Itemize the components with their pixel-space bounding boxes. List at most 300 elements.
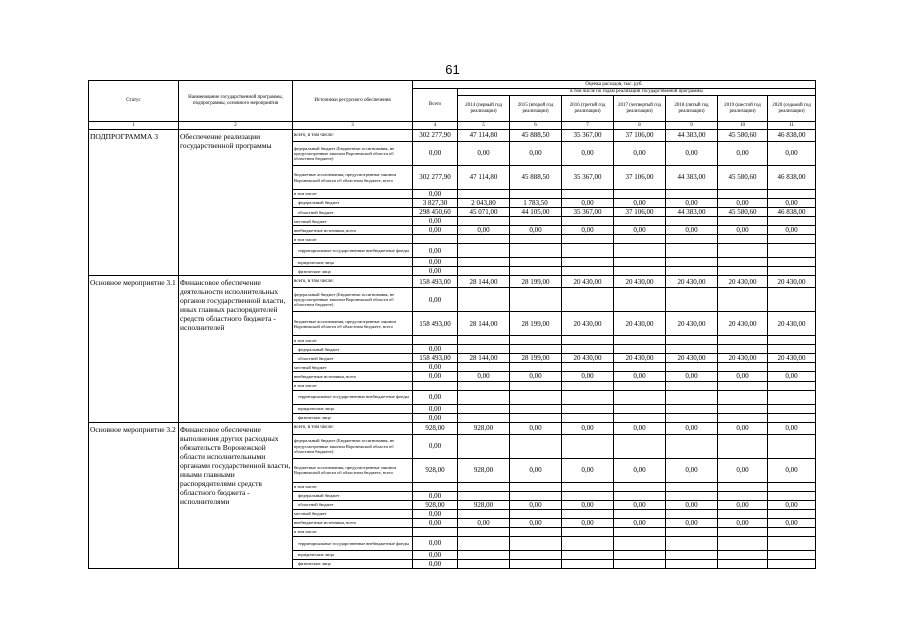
value-year: 37 106,00 (614, 130, 666, 142)
value-year (718, 267, 768, 276)
value-year: 0,00 (768, 422, 816, 434)
value-year: 0,00 (510, 422, 562, 434)
value-year (666, 482, 718, 491)
value-year (666, 244, 718, 258)
value-year (768, 404, 816, 413)
value-year (458, 267, 510, 276)
section-name: Обеспечение реализации государственной программы (179, 130, 293, 276)
column-number: 3 (293, 122, 413, 130)
value-year: 0,00 (666, 458, 718, 482)
value-year (562, 434, 614, 458)
funding-source: областной бюджет (293, 354, 413, 363)
value-year: 20 430,00 (666, 312, 718, 336)
value-year: 20 430,00 (562, 276, 614, 288)
value-year: 0,00 (458, 372, 510, 381)
value-year: 0,00 (562, 226, 614, 235)
funding-source: в том числе: (293, 527, 413, 536)
value-year: 37 106,00 (614, 166, 666, 190)
funding-source: внебюджетные источники, всего (293, 372, 413, 381)
value-total: 0,00 (413, 244, 458, 258)
table-row (89, 276, 816, 288)
value-year: 46 838,00 (768, 130, 816, 142)
value-year (768, 413, 816, 422)
value-year: 0,00 (666, 500, 718, 509)
funding-source: в том числе: (293, 381, 413, 390)
header-year-2016: 2016 (третий год реализации) (562, 96, 614, 122)
value-year (614, 559, 666, 568)
value-year (458, 190, 510, 199)
value-year (718, 527, 768, 536)
value-year: 0,00 (666, 142, 718, 166)
value-year: 0,00 (510, 518, 562, 527)
value-year: 0,00 (562, 458, 614, 482)
value-year: 0,00 (768, 500, 816, 509)
value-year (768, 434, 816, 458)
value-year (562, 550, 614, 559)
value-total: 0,00 (413, 217, 458, 226)
column-number: 1 (89, 122, 179, 130)
value-year (614, 288, 666, 312)
value-year (768, 217, 816, 226)
value-year (666, 550, 718, 559)
value-total: 0,00 (413, 413, 458, 422)
value-year (718, 482, 768, 491)
value-year (666, 288, 718, 312)
value-year: 0,00 (718, 500, 768, 509)
value-year: 0,00 (510, 372, 562, 381)
value-year (666, 258, 718, 267)
value-year: 0,00 (614, 422, 666, 434)
value-year (614, 390, 666, 404)
value-year: 35 367,00 (562, 130, 614, 142)
value-year: 0,00 (510, 500, 562, 509)
value-year: 45 888,50 (510, 130, 562, 142)
value-year (768, 345, 816, 354)
value-year (718, 345, 768, 354)
value-year (768, 267, 816, 276)
value-total: 928,00 (413, 458, 458, 482)
value-year (768, 550, 816, 559)
value-year: 928,00 (458, 422, 510, 434)
value-year (768, 390, 816, 404)
value-year: 44 383,00 (666, 208, 718, 217)
value-year (718, 381, 768, 390)
value-year (614, 258, 666, 267)
funding-source: физические лица (293, 413, 413, 422)
value-year: 0,00 (614, 142, 666, 166)
value-total (413, 482, 458, 491)
value-year (562, 190, 614, 199)
value-year: 35 367,00 (562, 208, 614, 217)
value-year (562, 491, 614, 500)
funding-source: в том числе: (293, 336, 413, 345)
value-total: 0,00 (413, 190, 458, 199)
value-year (768, 336, 816, 345)
funding-source: всего, в том числе: (293, 276, 413, 288)
funding-source: бюджетные ассигнования, предусмотренные законом Воронежской области об областном бюджете, всего (293, 166, 413, 190)
value-year: 47 114,80 (458, 166, 510, 190)
value-year (768, 527, 816, 536)
value-year (562, 509, 614, 518)
value-year (614, 404, 666, 413)
funding-source: бюджетные ассигнования, предусмотренные законом Воронежской области об областном бюджете, всего (293, 458, 413, 482)
value-year: 0,00 (666, 199, 718, 208)
value-year: 0,00 (562, 142, 614, 166)
value-year: 20 430,00 (768, 276, 816, 288)
value-year (510, 491, 562, 500)
value-year (614, 482, 666, 491)
funding-source: местный бюджет (293, 217, 413, 226)
value-year (458, 404, 510, 413)
value-year (614, 235, 666, 244)
value-year: 45 580,60 (718, 130, 768, 142)
header-estimate: Оценка расходов, тыс. руб. (413, 81, 816, 89)
column-number: 5 (458, 122, 510, 130)
section-status: Основное мероприятие 3.1 (89, 276, 179, 422)
value-total: 0,00 (413, 288, 458, 312)
value-year: 20 430,00 (562, 312, 614, 336)
value-year (718, 491, 768, 500)
value-year (458, 559, 510, 568)
value-year (510, 413, 562, 422)
funding-source: юридические лица (293, 258, 413, 267)
value-year (562, 559, 614, 568)
funding-source: всего, в том числе: (293, 422, 413, 434)
value-total: 298 450,60 (413, 208, 458, 217)
value-year (510, 482, 562, 491)
value-year (718, 244, 768, 258)
funding-source: бюджетные ассигнования, предусмотренные законом Воронежской области об областном бюджете, всего (293, 312, 413, 336)
value-total (413, 235, 458, 244)
value-year: 28 144,00 (458, 312, 510, 336)
value-year: 928,00 (458, 500, 510, 509)
value-total: 302 277,90 (413, 166, 458, 190)
value-year: 0,00 (718, 199, 768, 208)
value-year (768, 536, 816, 550)
value-total: 0,00 (413, 536, 458, 550)
value-year (666, 381, 718, 390)
column-number: 7 (562, 122, 614, 130)
value-year (718, 536, 768, 550)
value-year (614, 190, 666, 199)
value-year (718, 288, 768, 312)
value-year: 0,00 (562, 518, 614, 527)
value-year (666, 527, 718, 536)
value-year (562, 288, 614, 312)
value-year (718, 363, 768, 372)
value-year: 0,00 (510, 142, 562, 166)
value-year (458, 345, 510, 354)
funding-source: юридические лица (293, 404, 413, 413)
value-total: 158 493,00 (413, 312, 458, 336)
value-year (614, 345, 666, 354)
value-year (718, 434, 768, 458)
value-year: 0,00 (458, 518, 510, 527)
value-year: 20 430,00 (562, 354, 614, 363)
value-year: 0,00 (666, 372, 718, 381)
funding-source: местный бюджет (293, 509, 413, 518)
value-year (768, 491, 816, 500)
value-total (413, 381, 458, 390)
value-year (458, 527, 510, 536)
value-year (510, 363, 562, 372)
value-year (562, 217, 614, 226)
value-year (562, 527, 614, 536)
value-year (718, 509, 768, 518)
value-total: 158 493,00 (413, 276, 458, 288)
value-year (666, 190, 718, 199)
column-number: 2 (179, 122, 293, 130)
value-year (562, 413, 614, 422)
funding-source: территориальные государственные внебюджетные фонды (293, 244, 413, 258)
value-year (614, 536, 666, 550)
value-year (562, 336, 614, 345)
value-year (718, 235, 768, 244)
value-year (510, 258, 562, 267)
value-year (768, 258, 816, 267)
value-total: 0,00 (413, 550, 458, 559)
value-year (614, 434, 666, 458)
value-year: 0,00 (768, 458, 816, 482)
value-total: 0,00 (413, 258, 458, 267)
value-year (510, 345, 562, 354)
value-total: 0,00 (413, 518, 458, 527)
value-year: 20 430,00 (768, 354, 816, 363)
value-year: 28 144,00 (458, 276, 510, 288)
funding-source: федеральный бюджет (Бюджетные ассигнования, не предусмотренные законом Воронежской области об областном бюджете) (293, 288, 413, 312)
funding-source: местный бюджет (293, 363, 413, 372)
value-total: 928,00 (413, 422, 458, 434)
header-year-2017: 2017 (четвертый год реализации) (614, 96, 666, 122)
value-year: 0,00 (666, 518, 718, 527)
value-year (768, 244, 816, 258)
value-year (768, 509, 816, 518)
value-year (768, 235, 816, 244)
value-year: 0,00 (458, 226, 510, 235)
funding-source: в том числе: (293, 190, 413, 199)
value-year: 0,00 (562, 422, 614, 434)
value-year (458, 244, 510, 258)
value-year (458, 336, 510, 345)
value-year: 1 783,50 (510, 199, 562, 208)
value-year (562, 345, 614, 354)
value-year: 35 367,00 (562, 166, 614, 190)
value-year: 45 580,60 (718, 166, 768, 190)
table-row (89, 130, 816, 142)
value-year: 20 430,00 (666, 276, 718, 288)
value-total: 0,00 (413, 559, 458, 568)
value-year: 2 043,80 (458, 199, 510, 208)
value-year (614, 550, 666, 559)
funding-source: в том числе: (293, 482, 413, 491)
value-year: 46 838,00 (768, 208, 816, 217)
value-year: 45 071,00 (458, 208, 510, 217)
header-year-2019: 2019 (шестой год реализации) (718, 96, 768, 122)
value-year: 0,00 (666, 226, 718, 235)
value-year (666, 235, 718, 244)
value-year: 20 430,00 (666, 354, 718, 363)
column-number: 6 (510, 122, 562, 130)
value-year (510, 235, 562, 244)
value-year: 20 430,00 (614, 354, 666, 363)
value-year: 20 430,00 (718, 354, 768, 363)
value-year (768, 363, 816, 372)
value-year (510, 190, 562, 199)
column-number: 8 (614, 122, 666, 130)
value-year (458, 482, 510, 491)
value-year (562, 363, 614, 372)
value-year (666, 217, 718, 226)
value-year (510, 267, 562, 276)
value-year (458, 288, 510, 312)
section-status: Основное мероприятие 3.2 (89, 422, 179, 568)
value-year (614, 217, 666, 226)
value-year: 0,00 (562, 199, 614, 208)
value-year (666, 559, 718, 568)
funding-source: всего, в том числе: (293, 130, 413, 142)
value-year (666, 509, 718, 518)
value-year: 37 106,00 (614, 208, 666, 217)
value-year: 0,00 (768, 142, 816, 166)
value-year (562, 381, 614, 390)
header-year-2018: 2018 (пятый год реализации) (666, 96, 718, 122)
header-source: Источники ресурсного обеспечения (293, 81, 413, 122)
value-year (510, 527, 562, 536)
value-year (458, 235, 510, 244)
funding-source: областной бюджет (293, 500, 413, 509)
value-year (718, 390, 768, 404)
value-year (614, 413, 666, 422)
value-year (510, 536, 562, 550)
value-total: 0,00 (413, 404, 458, 413)
resource-table (88, 80, 816, 569)
value-year: 0,00 (718, 518, 768, 527)
value-year: 0,00 (718, 422, 768, 434)
funding-source: физические лица (293, 559, 413, 568)
value-total: 3 827,30 (413, 199, 458, 208)
value-year (562, 482, 614, 491)
value-year (614, 491, 666, 500)
value-year (614, 381, 666, 390)
value-total: 0,00 (413, 390, 458, 404)
value-year (666, 336, 718, 345)
value-year: 28 144,00 (458, 354, 510, 363)
value-total: 0,00 (413, 267, 458, 276)
value-year: 0,00 (510, 226, 562, 235)
value-year (510, 550, 562, 559)
value-year: 20 430,00 (614, 312, 666, 336)
value-year (562, 267, 614, 276)
value-total: 0,00 (413, 363, 458, 372)
value-year (458, 390, 510, 404)
funding-source: территориальные государственные внебюджетные фонды (293, 390, 413, 404)
value-total: 158 493,00 (413, 354, 458, 363)
value-total: 0,00 (413, 226, 458, 235)
value-total: 0,00 (413, 434, 458, 458)
value-year (666, 267, 718, 276)
value-year (458, 434, 510, 458)
value-year (666, 390, 718, 404)
value-year: 0,00 (458, 142, 510, 166)
value-total: 0,00 (413, 345, 458, 354)
value-year: 20 430,00 (614, 276, 666, 288)
value-year: 44 105,00 (510, 208, 562, 217)
funding-source: физические лица (293, 267, 413, 276)
value-year (666, 363, 718, 372)
column-number: 4 (413, 122, 458, 130)
value-year: 0,00 (768, 199, 816, 208)
value-year (614, 509, 666, 518)
value-year: 0,00 (614, 458, 666, 482)
value-year (458, 550, 510, 559)
section-name: Финансовое обеспечение выполнения других расходных обязательств Воронежской области исполнительными органами государственной власти, иными главными распорядителями средств областного бюджета - исполнителями (179, 422, 293, 568)
value-year (666, 491, 718, 500)
funding-source: федеральный бюджет (293, 491, 413, 500)
value-total: 0,00 (413, 372, 458, 381)
value-year: 0,00 (768, 226, 816, 235)
value-year: 28 199,00 (510, 354, 562, 363)
value-year: 0,00 (510, 458, 562, 482)
funding-source: федеральный бюджет (Бюджетные ассигнования, не предусмотренные законом Воронежской области об областном бюджете) (293, 434, 413, 458)
value-year (510, 404, 562, 413)
value-year: 0,00 (768, 518, 816, 527)
value-year: 20 430,00 (768, 312, 816, 336)
column-number-row (89, 122, 816, 130)
value-year (718, 258, 768, 267)
value-year: 47 114,80 (458, 130, 510, 142)
value-year (510, 509, 562, 518)
value-year (666, 536, 718, 550)
section-status: ПОДПРОГРАММА 3 (89, 130, 179, 276)
funding-source: федеральный бюджет (Бюджетные ассигнования, не предусмотренные законом Воронежской области об областном бюджете) (293, 142, 413, 166)
header-by-years: в том числе по годам реализации государственной программы (458, 89, 816, 96)
value-year (718, 404, 768, 413)
header-name: Наименование государственной программы, подпрограммы, основного мероприятия (179, 81, 293, 122)
value-year (458, 381, 510, 390)
column-number: 10 (718, 122, 768, 130)
value-total (413, 527, 458, 536)
value-year: 0,00 (718, 372, 768, 381)
column-number: 9 (666, 122, 718, 130)
value-total: 928,00 (413, 500, 458, 509)
value-year (718, 336, 768, 345)
value-year (458, 363, 510, 372)
value-year (614, 527, 666, 536)
value-year (562, 258, 614, 267)
value-year (562, 244, 614, 258)
table-body (89, 130, 816, 569)
value-year (510, 390, 562, 404)
value-year (718, 559, 768, 568)
value-year (614, 363, 666, 372)
funding-source: областной бюджет (293, 208, 413, 217)
value-year (666, 404, 718, 413)
value-year (718, 217, 768, 226)
value-year: 0,00 (614, 372, 666, 381)
value-year (510, 336, 562, 345)
value-year (768, 559, 816, 568)
value-year (768, 288, 816, 312)
value-year (718, 550, 768, 559)
header-year-2020: 2020 (седьмой год реализации) (768, 96, 816, 122)
value-year (458, 258, 510, 267)
value-total (413, 336, 458, 345)
value-year (458, 491, 510, 500)
funding-source: федеральный бюджет (293, 199, 413, 208)
value-year: 0,00 (614, 500, 666, 509)
column-number: 11 (768, 122, 816, 130)
value-total: 0,00 (413, 509, 458, 518)
